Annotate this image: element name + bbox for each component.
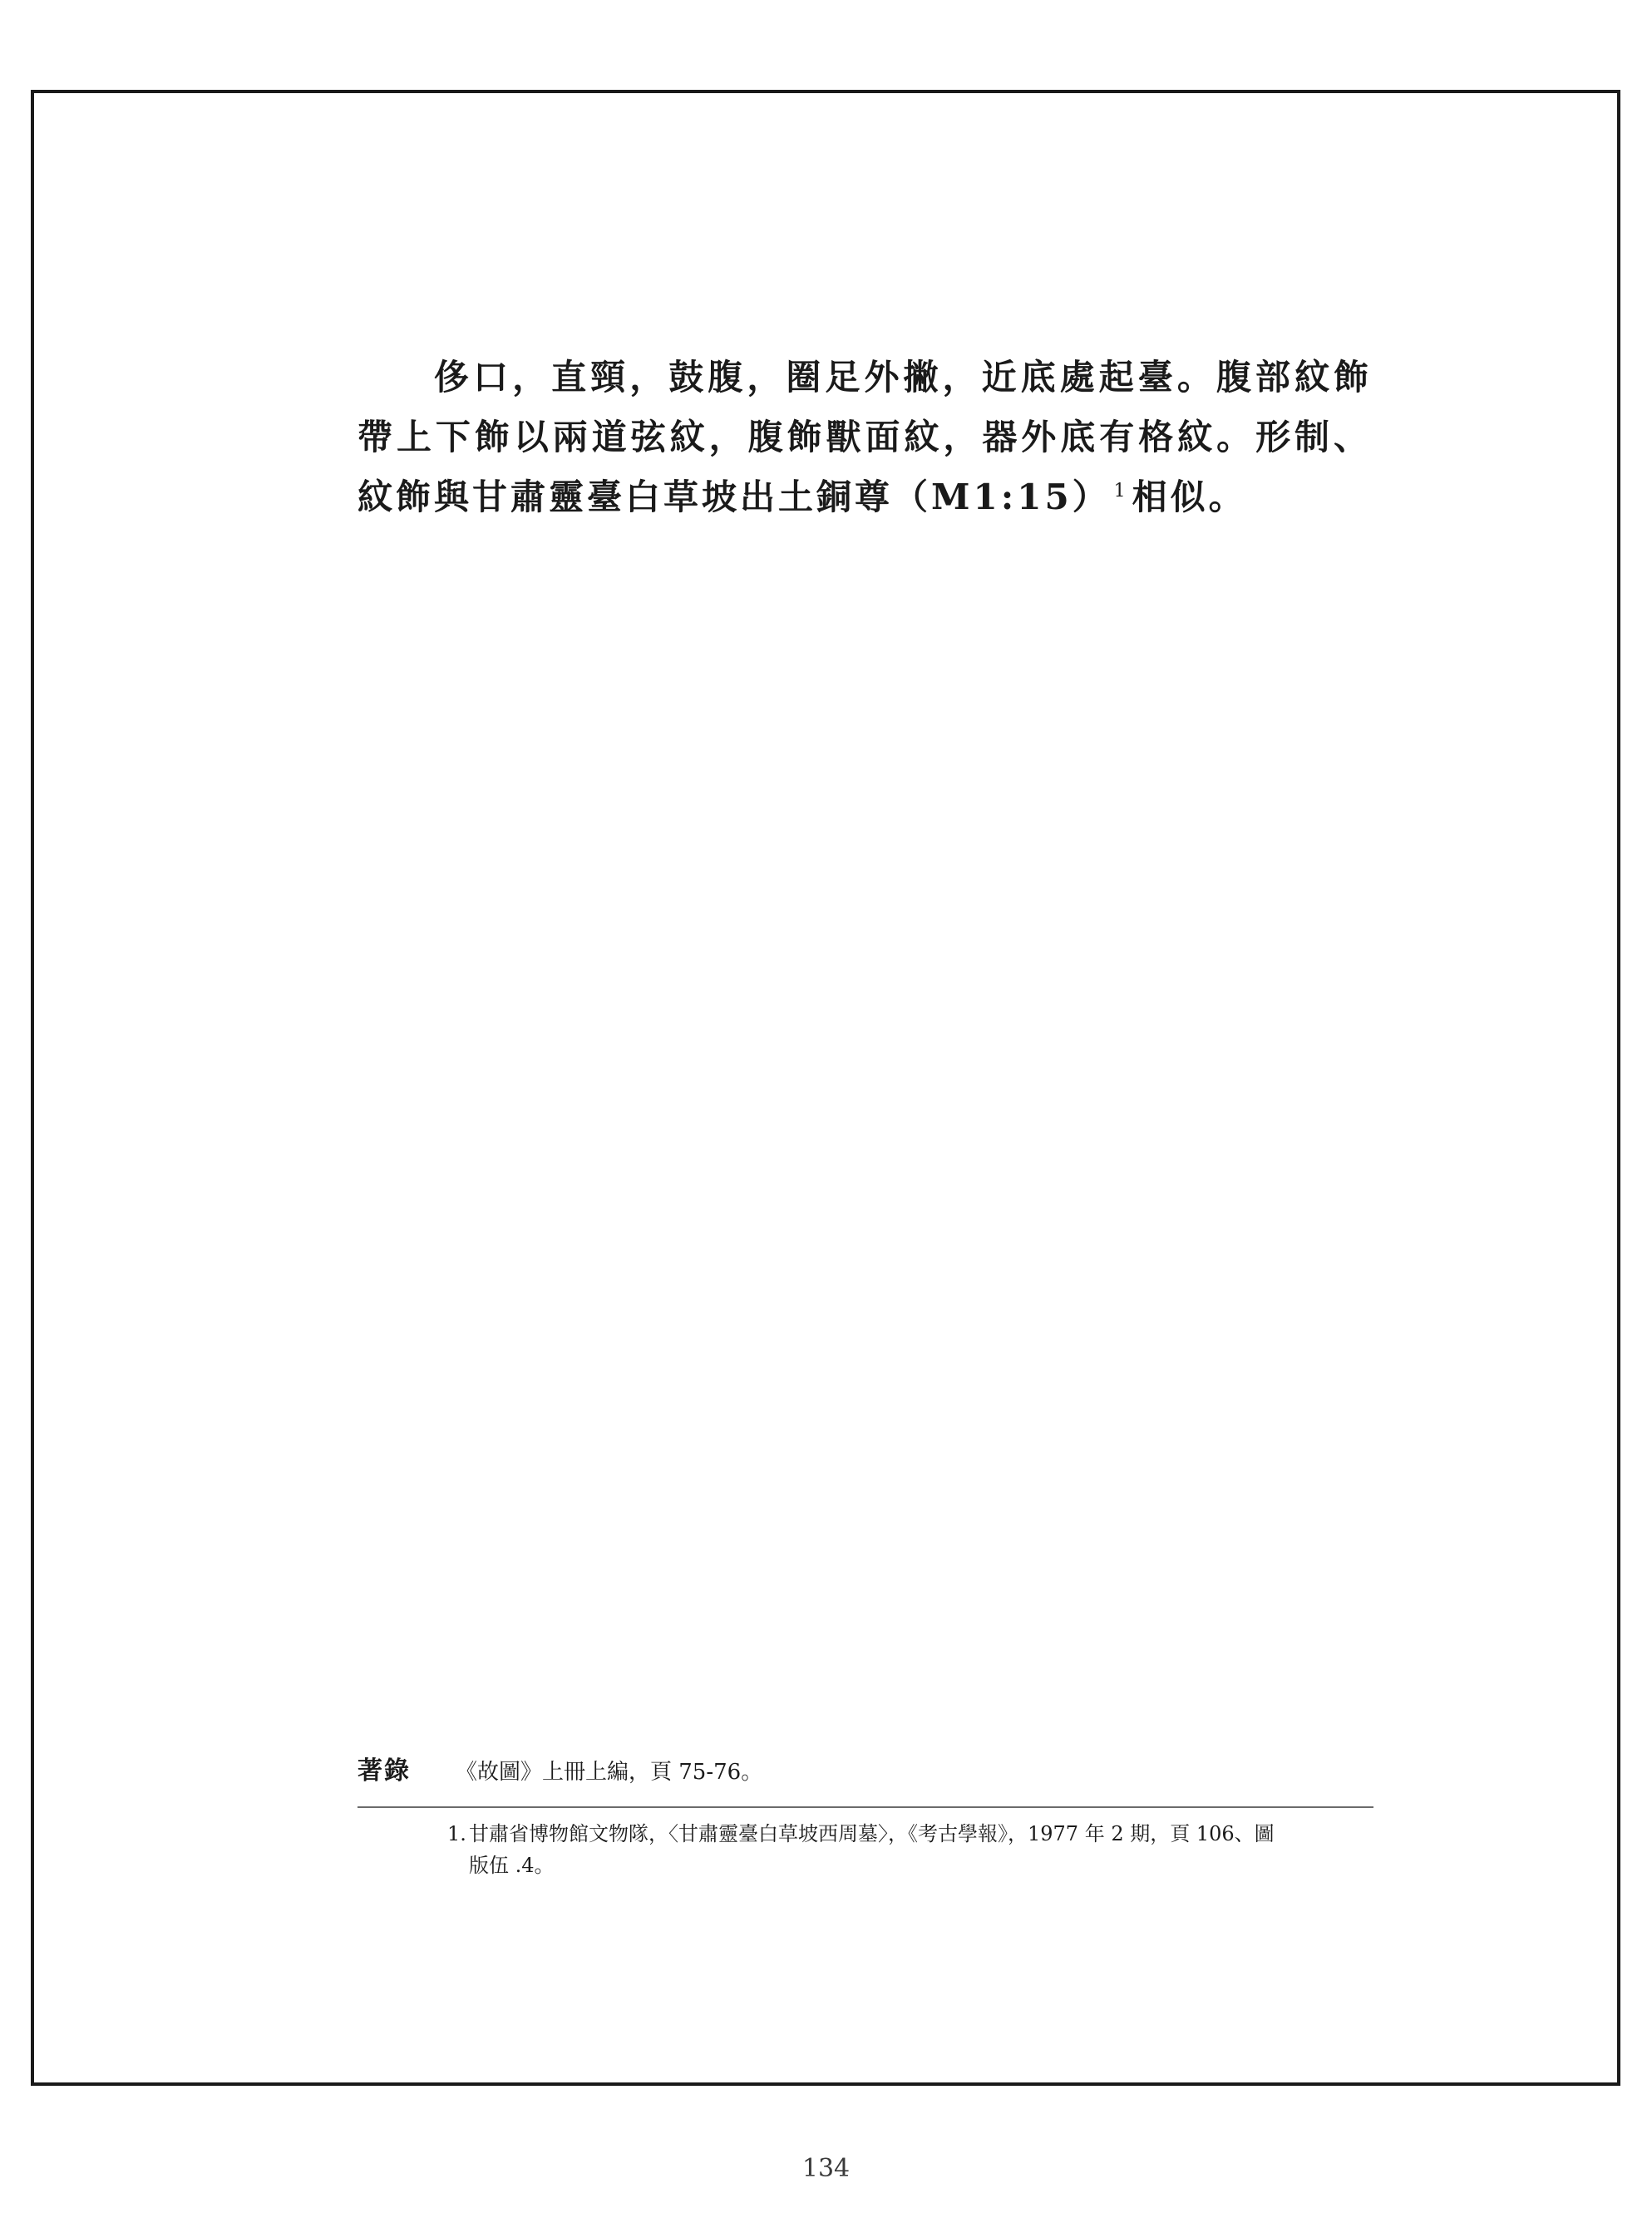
body-text-end: 相似。 <box>1132 477 1247 517</box>
footnote-divider <box>358 1806 1373 1808</box>
footnote-number: 1. <box>447 1822 466 1845</box>
catalog-entry <box>358 1755 1372 1789</box>
footnote-continuation: 版伍 .4。 <box>469 1854 555 1877</box>
footnote-reference[interactable]: 1 <box>1113 481 1129 501</box>
page-number: 134 <box>801 2154 851 2183</box>
catalog-text: 《故圖》上冊上編，頁 75-76。 <box>456 1760 763 1785</box>
footnote-line <box>447 1818 1373 1850</box>
catalog-label: 著錄 <box>358 1756 411 1786</box>
footnote <box>447 1818 1373 1881</box>
body-paragraph <box>358 348 1372 527</box>
footnote-text: 甘肅省博物館文物隊，〈甘肅靈臺白草坡西周墓〉，《考古學報》，1977 年 2 期，頁 106、圖 <box>469 1822 1275 1845</box>
body-text-main: 侈口，直頸，鼓腹，圈足外撇，近底處起臺。腹部紋飾帶上下飾以兩道弦紋，腹飾獸面紋，器外底有格紋。形制、紋飾與甘肅靈臺白草坡出土銅尊（M1:15） <box>358 357 1372 517</box>
